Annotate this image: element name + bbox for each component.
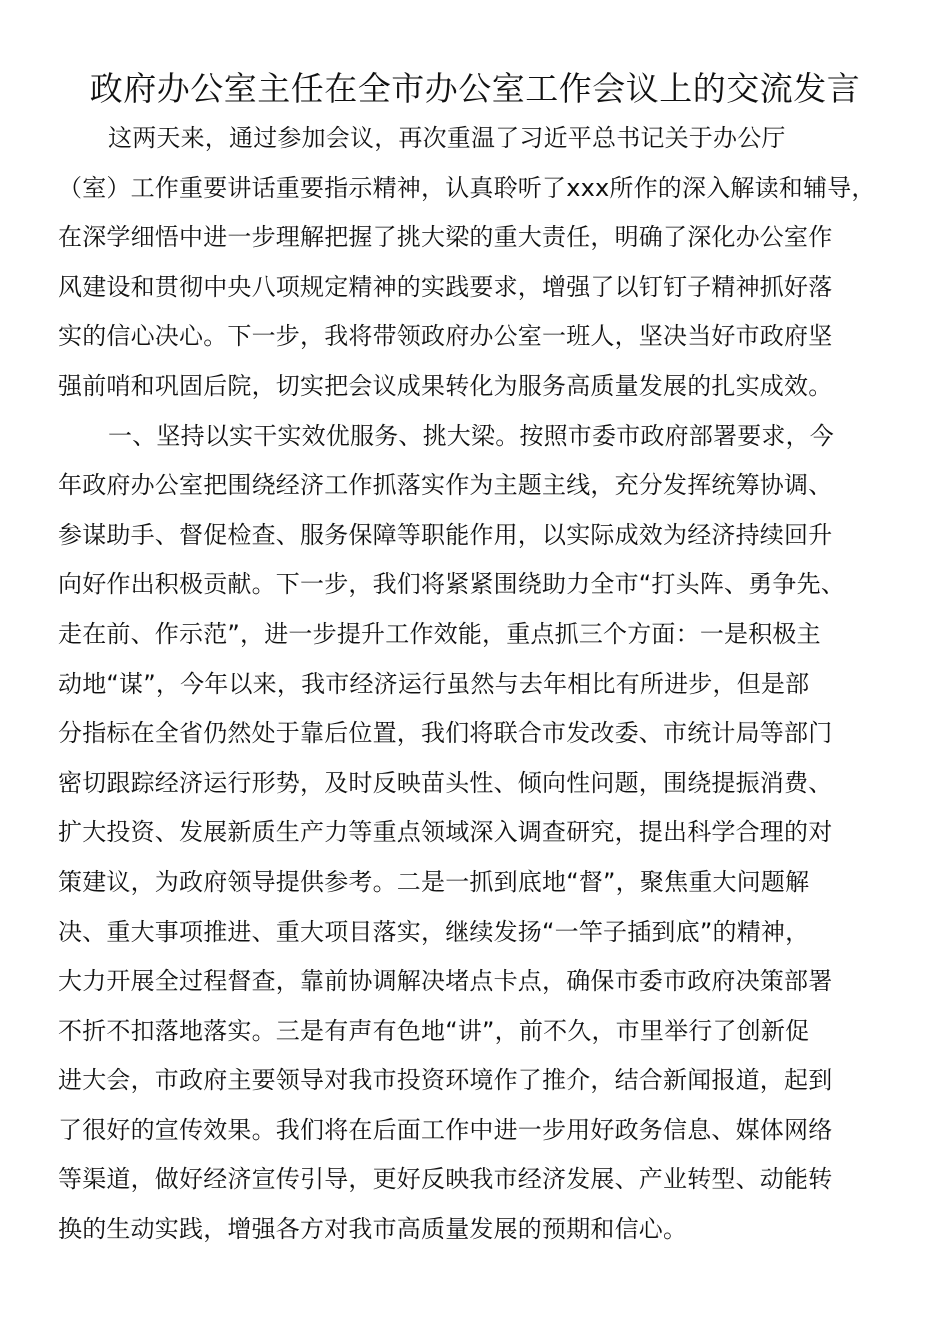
paragraph-line: 分指标在全省仍然处于靠后位置，我们将联合市发改委、市统计局等部门 [58, 719, 833, 748]
paragraph-line: 风建设和贯彻中央八项规定精神的实践要求，增强了以钉钉子精神抓好落 [58, 272, 833, 301]
paragraph-line: （室）工作重要讲话重要指示精神，认真聆听了xxx所作的深入解读和辅导， [58, 173, 876, 202]
paragraph-line: 策建议，为政府领导提供参考。二是一抓到底地“督”，聚焦重大问题解 [58, 867, 810, 896]
paragraph-line: 年政府办公室把围绕经济工作抓落实作为主题主线，充分发挥统筹协调、 [58, 471, 833, 500]
paragraph-line: 一、坚持以实干实效优服务、挑大梁。按照市委市政府部署要求，今 [108, 421, 834, 450]
paragraph-line: 密切跟踪经济运行形势，及时反映苗头性、倾向性问题，围绕提振消费、 [58, 768, 833, 797]
paragraph-line: 强前哨和巩固后院，切实把会议成果转化为服务高质量发展的扎实成效。 [58, 371, 833, 400]
paragraph-line: 向好作出积极贡献。下一步，我们将紧紧围绕助力全市“打头阵、勇争先、 [58, 570, 846, 599]
paragraph-line: 进大会，市政府主要领导对我市投资环境作了推介，结合新闻报道，起到 [58, 1066, 833, 1095]
paragraph-line: 换的生动实践，增强各方对我市高质量发展的预期和信心。 [58, 1215, 688, 1244]
document-title: 政府办公室主任在全市办公室工作会议上的交流发言 [89, 69, 861, 108]
paragraph-line: 动地“谋”，今年以来，我市经济运行虽然与去年相比有所进步，但是部 [58, 669, 810, 698]
document-body [58, 114, 898, 1255]
paragraph-line: 了很好的宣传效果。我们将在后面工作中进一步用好政务信息、媒体网络 [58, 1115, 833, 1144]
paragraph-line: 扩大投资、发展新质生产力等重点领域深入调查研究，提出科学合理的对 [58, 818, 833, 847]
paragraph-line: 大力开展全过程督查，靠前协调解决堵点卡点，确保市委市政府决策部署 [58, 967, 833, 996]
paragraph-line: 决、重大事项推进、重大项目落实，继续发扬“一竿子插到底”的精神， [58, 917, 810, 946]
paragraph-line: 在深学细悟中进一步理解把握了挑大梁的重大责任，明确了深化办公室作 [58, 223, 833, 252]
paragraph-line: 等渠道，做好经济宣传引导，更好反映我市经济发展、产业转型、动能转 [58, 1165, 833, 1194]
paragraph-line: 不折不扣落地落实。三是有声有色地“讲”，前不久，市里举行了创新促 [58, 1016, 810, 1045]
paragraph-line: 这两天来，通过参加会议，再次重温了习近平总书记关于办公厅 [108, 124, 786, 152]
paragraph-line: 参谋助手、督促检查、服务保障等职能作用，以实际成效为经济持续回升 [58, 520, 833, 549]
paragraph-line: 走在前、作示范”，进一步提升工作效能，重点抓三个方面：一是积极主 [58, 619, 821, 648]
paragraph-line: 实的信心决心。下一步，我将带领政府办公室一班人，坚决当好市政府坚 [58, 322, 833, 351]
